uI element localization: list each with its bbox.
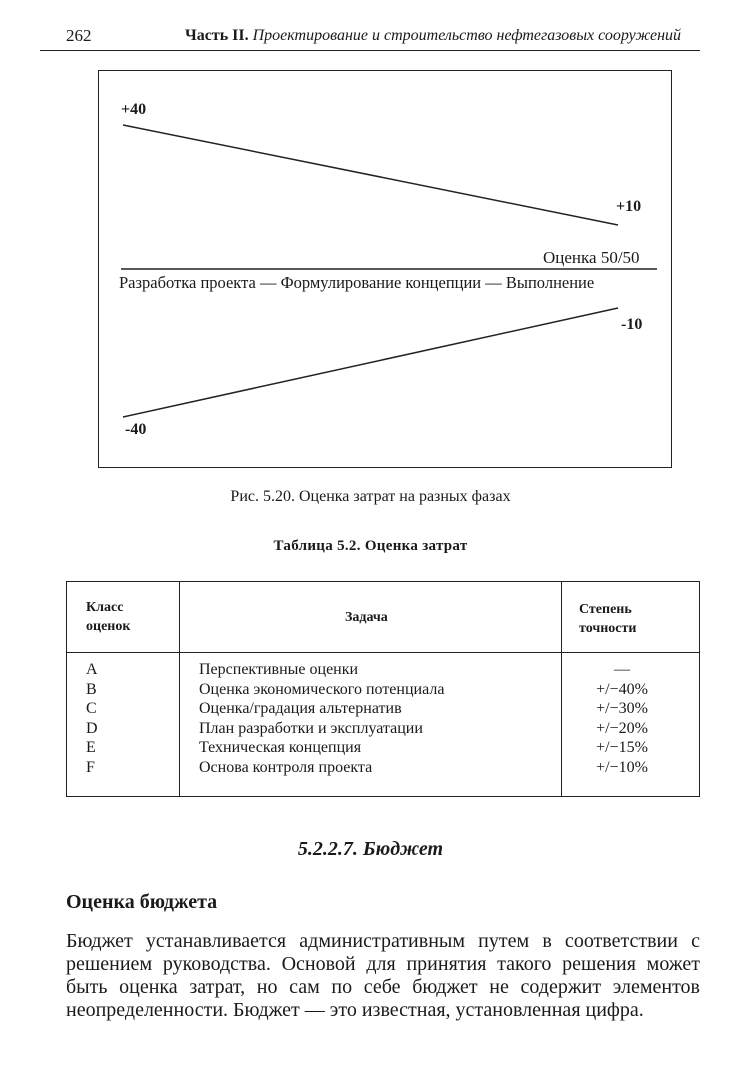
book-section-title: Проектирование и строительство нефтегазовых сооружений: [252, 27, 682, 44]
table-cell-class: F: [86, 758, 95, 776]
running-header: [40, 24, 700, 51]
column-divider: [561, 582, 562, 796]
cost-estimate-table: [66, 581, 700, 797]
body-paragraph: Бюджет устанавливается административным путем в соответствии с решением руководства. Основой для принятия такого решения может быть оценка затрат, но сам по себе бюджет не содержит элементов неопределенности. Бюджет — это известная, установленная цифра.: [66, 930, 700, 1021]
table-cell-task: Основа контроля проекта: [199, 758, 373, 776]
upper-accuracy-line: [123, 125, 618, 225]
table-cell-class: D: [86, 719, 98, 737]
table-cell-accuracy: +/−10%: [596, 758, 648, 776]
table-cell-task: Перспективные оценки: [199, 661, 359, 678]
part-label: Часть II.: [185, 27, 249, 44]
header-task: Задача: [345, 610, 388, 625]
accuracy-column: [579, 660, 665, 777]
table-cell-accuracy: +/−20%: [596, 719, 648, 737]
minus-40-label: -40: [125, 421, 147, 438]
section-title: 5.2.2.7. Бюджет: [297, 838, 444, 860]
table-cell-task: План разработки и эксплуатации: [199, 719, 423, 737]
subheading: Оценка бюджета: [66, 891, 218, 913]
cost-estimate-figure: [98, 70, 672, 468]
plus-40-label: +40: [121, 101, 147, 118]
table-cell-accuracy: +/−40%: [596, 680, 648, 698]
table-cell-class: C: [86, 700, 97, 717]
plus-10-label: +10: [616, 198, 642, 215]
table-cell-accuracy: +/−30%: [596, 700, 648, 717]
lower-accuracy-line: [123, 308, 618, 417]
table-cell-accuracy: —: [614, 661, 630, 678]
table-cell-task: Оценка/градация альтернатив: [199, 700, 402, 717]
estimate-50-50-label: Оценка 50/50: [543, 248, 640, 267]
table-cell-class: B: [86, 680, 97, 698]
column-divider: [179, 582, 180, 796]
figure-lines: [99, 71, 673, 469]
figure-caption: Рис. 5.20. Оценка затрат на разных фазах: [230, 488, 511, 505]
table-cell-accuracy: +/−15%: [596, 739, 648, 756]
table-title: Таблица 5.2. Оценка затрат: [273, 538, 468, 554]
minus-10-label: -10: [621, 316, 643, 333]
table-cell-task: Техническая концепция: [199, 739, 362, 756]
running-title: [185, 27, 681, 45]
table-cell-class: A: [86, 661, 98, 678]
header-divider: [67, 652, 699, 653]
class-column: [86, 660, 98, 777]
task-column: [199, 660, 444, 777]
header-class: Класс оценок: [86, 600, 131, 634]
header-accuracy: Степень точности: [579, 602, 637, 636]
project-phases-label: Разработка проекта — Формулирование концепции — Выполнение: [119, 273, 595, 292]
table-cell-task: Оценка экономического потенциала: [199, 680, 445, 698]
page-number: 262: [66, 26, 92, 45]
table-cell-class: E: [86, 739, 96, 756]
